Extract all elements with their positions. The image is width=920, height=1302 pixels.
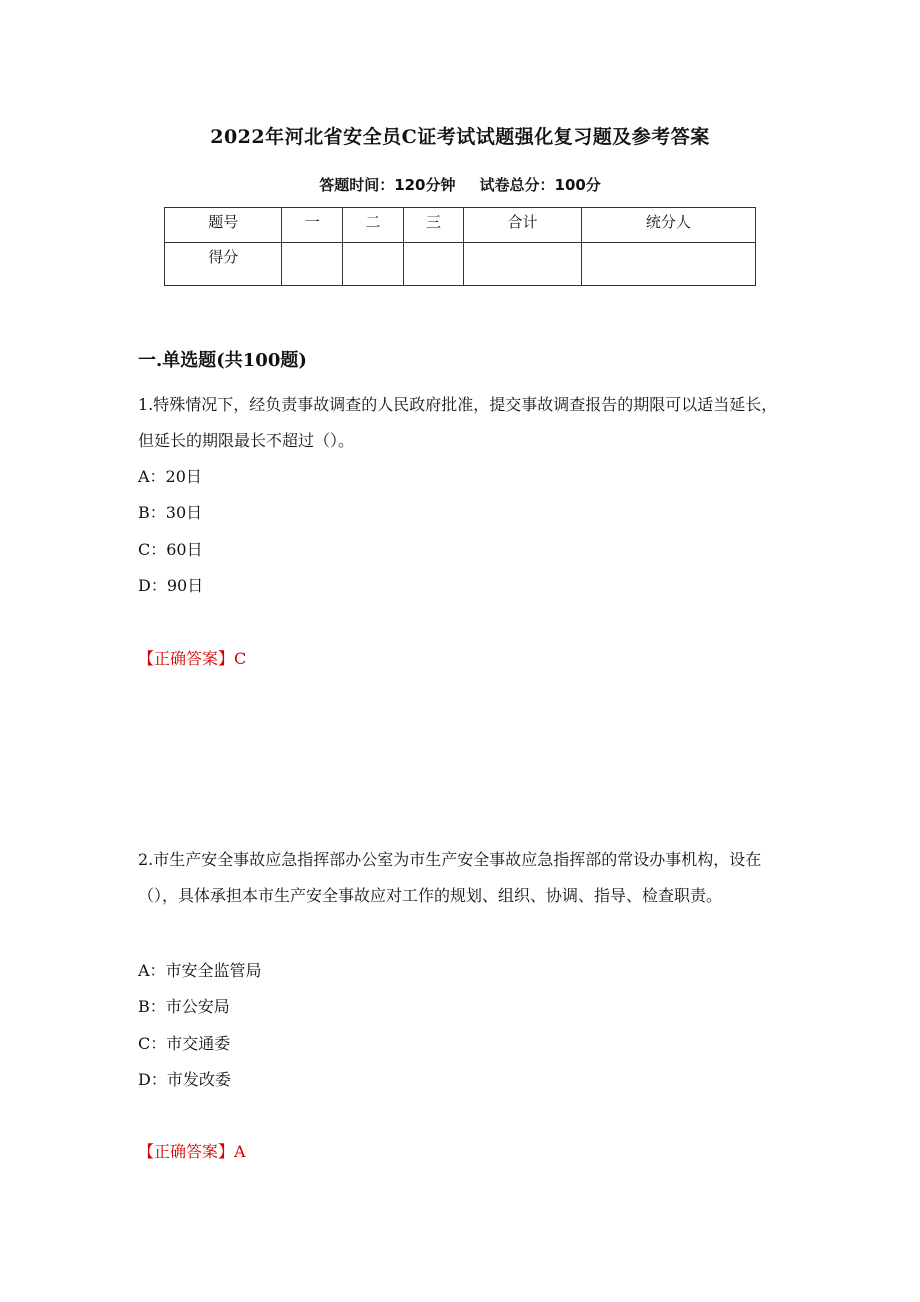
score-header-cell: 一 [282, 208, 343, 243]
option-a: A：市安全监管局 [138, 961, 262, 980]
option-c: C：60日 [138, 540, 203, 559]
correct-answer: 【正确答案】C [138, 649, 247, 668]
option-b: B：市公安局 [138, 997, 230, 1016]
option-d: D：市发改委 [138, 1070, 231, 1089]
score-cell [343, 243, 404, 286]
score-header-cell: 统分人 [581, 208, 755, 243]
score-cell [403, 243, 464, 286]
score-header-cell: 题号 [165, 208, 282, 243]
score-table-header-row [165, 208, 756, 243]
document-title: 2022年河北省安全员C证考试试题强化复习题及参考答案 [210, 126, 710, 148]
question-text: 2.市生产安全事故应急指挥部办公室为市生产安全事故应急指挥部的常设办事机构，设在（），具体承担本市生产安全事故应对工作的规划、组织、协调、指导、检查职责。 [138, 850, 762, 905]
score-header-cell: 三 [403, 208, 464, 243]
option-a: A：20日 [138, 467, 202, 486]
exam-meta [0, 174, 920, 195]
score-cell [282, 243, 343, 286]
score-header-cell: 二 [343, 208, 404, 243]
option-b: B：30日 [138, 503, 203, 522]
exam-total: 试卷总分：100分 [479, 176, 601, 194]
score-row-label: 得分 [165, 243, 282, 286]
correct-answer: 【正确答案】A [138, 1142, 246, 1161]
score-table [164, 207, 756, 286]
exam-time: 答题时间：120分钟 [319, 176, 456, 194]
score-cell [581, 243, 755, 286]
option-d: D：90日 [138, 576, 204, 595]
option-c: C：市交通委 [138, 1034, 231, 1053]
section-title: 一.单选题(共100题) [138, 350, 307, 371]
question-text: 1.特殊情况下，经负责事故调查的人民政府批准，提交事故调查报告的期限可以适当延长，但延长的期限最长不超过（）。 [138, 395, 778, 450]
score-cell [464, 243, 581, 286]
score-table-value-row [165, 243, 756, 286]
score-header-cell: 合计 [464, 208, 581, 243]
